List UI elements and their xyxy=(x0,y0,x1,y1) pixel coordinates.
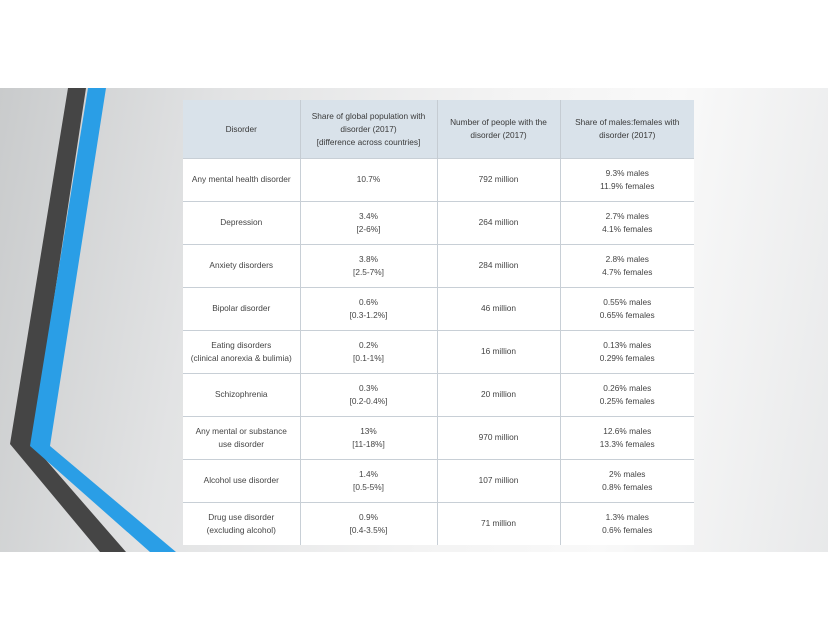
number-cell: 284 million xyxy=(437,245,560,288)
table-row xyxy=(183,503,694,546)
ratio-cell: 0.26% males 0.25% females xyxy=(560,374,694,417)
ratio-cell: 0.55% males 0.65% females xyxy=(560,288,694,331)
number-cell: 264 million xyxy=(437,202,560,245)
ratio-cell: 0.13% males 0.29% females xyxy=(560,331,694,374)
number-cell: 107 million xyxy=(437,460,560,503)
table-row xyxy=(183,159,694,202)
header-ratio: Share of males:females with disorder (2017) xyxy=(560,100,694,159)
table-row xyxy=(183,374,694,417)
table-row xyxy=(183,331,694,374)
disorder-name: Any mental or substance use disorder xyxy=(183,417,300,460)
ratio-cell: 1.3% males 0.6% females xyxy=(560,503,694,546)
number-cell: 792 million xyxy=(437,159,560,202)
share-cell: 13% [11-18%] xyxy=(300,417,437,460)
disorder-name: Depression xyxy=(183,202,300,245)
decorative-stripes xyxy=(0,88,200,552)
ratio-cell: 2.8% males 4.7% females xyxy=(560,245,694,288)
share-cell: 3.8% [2.5-7%] xyxy=(300,245,437,288)
disorder-name: Alcohol use disorder xyxy=(183,460,300,503)
number-cell: 46 million xyxy=(437,288,560,331)
share-cell: 1.4% [0.5-5%] xyxy=(300,460,437,503)
share-cell: 0.3% [0.2-0.4%] xyxy=(300,374,437,417)
disorder-name: Bipolar disorder xyxy=(183,288,300,331)
number-cell: 71 million xyxy=(437,503,560,546)
header-number: Number of people with the disorder (2017) xyxy=(437,100,560,159)
table-row xyxy=(183,202,694,245)
ratio-cell: 2% males 0.8% females xyxy=(560,460,694,503)
disorder-name: Schizophrenia xyxy=(183,374,300,417)
share-cell: 0.2% [0.1-1%] xyxy=(300,331,437,374)
number-cell: 16 million xyxy=(437,331,560,374)
table-row xyxy=(183,245,694,288)
slide-background xyxy=(0,88,828,552)
ratio-cell: 2.7% males 4.1% females xyxy=(560,202,694,245)
header-share: Share of global population with disorder (2017) [difference across countries] xyxy=(300,100,437,159)
ratio-cell: 12.6% males 13.3% females xyxy=(560,417,694,460)
number-cell: 970 million xyxy=(437,417,560,460)
ratio-cell: 9.3% males 11.9% females xyxy=(560,159,694,202)
table-row xyxy=(183,417,694,460)
number-cell: 20 million xyxy=(437,374,560,417)
table-row xyxy=(183,288,694,331)
share-cell: 0.6% [0.3-1.2%] xyxy=(300,288,437,331)
share-cell: 0.9% [0.4-3.5%] xyxy=(300,503,437,546)
disorders-table xyxy=(183,100,694,545)
header-disorder: Disorder xyxy=(183,100,300,159)
table-row xyxy=(183,460,694,503)
share-cell: 3.4% [2-6%] xyxy=(300,202,437,245)
disorder-name: Drug use disorder (excluding alcohol) xyxy=(183,503,300,546)
table-header-row xyxy=(183,100,694,159)
share-cell: 10.7% xyxy=(300,159,437,202)
disorder-name: Eating disorders (clinical anorexia & bulimia) xyxy=(183,331,300,374)
disorder-name: Anxiety disorders xyxy=(183,245,300,288)
disorder-name: Any mental health disorder xyxy=(183,159,300,202)
